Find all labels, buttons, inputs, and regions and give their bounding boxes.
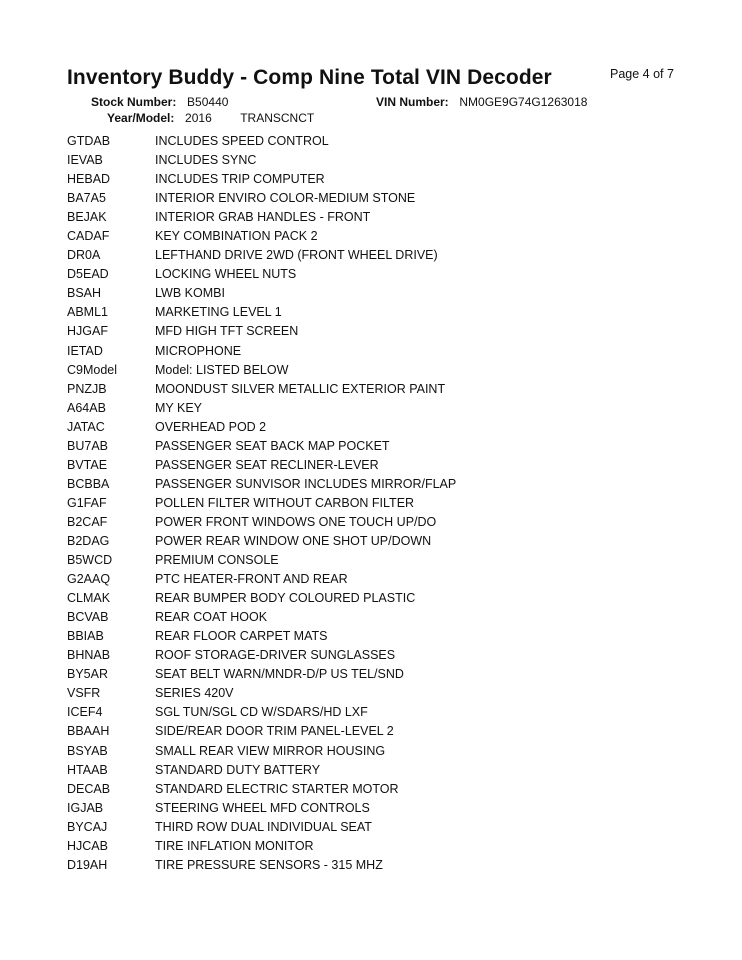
year-model-field (107, 111, 314, 125)
list-item (67, 800, 707, 819)
list-item (67, 190, 707, 209)
option-description: TIRE PRESSURE SENSORS - 315 MHZ (155, 857, 383, 872)
list-item (67, 228, 707, 247)
option-code: D19AH (67, 857, 108, 872)
option-code: BBAAH (67, 724, 110, 739)
option-code: DR0A (67, 248, 101, 263)
option-description: THIRD ROW DUAL INDIVIDUAL SEAT (155, 819, 372, 834)
list-item (67, 514, 707, 533)
option-code: G1FAF (67, 495, 107, 510)
list-item (67, 838, 707, 857)
option-description: SGL TUN/SGL CD W/SDARS/HD LXF (155, 705, 368, 720)
option-description: INCLUDES SYNC (155, 153, 257, 168)
option-code: BU7AB (67, 438, 108, 453)
list-item (67, 495, 707, 514)
list-item (67, 476, 707, 495)
option-description: INCLUDES TRIP COMPUTER (155, 172, 325, 187)
list-item (67, 133, 707, 152)
list-item (67, 781, 707, 800)
list-item (67, 266, 707, 285)
option-description: LWB KOMBI (155, 286, 225, 301)
option-code: IETAD (67, 343, 103, 358)
option-description: TIRE INFLATION MONITOR (155, 838, 314, 853)
option-description: REAR COAT HOOK (155, 610, 268, 625)
option-code: HJCAB (67, 838, 108, 853)
option-code: C9Model (67, 362, 118, 377)
option-description: KEY COMBINATION PACK 2 (155, 229, 318, 244)
list-item (67, 819, 707, 838)
option-description: POWER REAR WINDOW ONE SHOT UP/DOWN (155, 533, 432, 548)
option-code: BSYAB (67, 743, 108, 758)
option-code: B2DAG (67, 533, 110, 548)
model-value: TRANSCNCT (240, 111, 315, 125)
option-description: SEAT BELT WARN/MNDR-D/P US TEL/SND (155, 667, 404, 682)
option-code: DECAB (67, 781, 111, 796)
list-item (67, 381, 707, 400)
vin-number-value: NM0GE9G74G1263018 (459, 95, 588, 109)
option-description: SERIES 420V (155, 686, 234, 701)
list-item (67, 590, 707, 609)
option-code: BHNAB (67, 648, 111, 663)
stock-number-label: Stock Number: (91, 95, 177, 109)
list-item (67, 609, 707, 628)
option-description: LEFTHAND DRIVE 2WD (FRONT WHEEL DRIVE) (155, 248, 438, 263)
year-value: 2016 (185, 111, 212, 125)
option-description: PTC HEATER-FRONT AND REAR (155, 572, 348, 587)
option-description: PASSENGER SUNVISOR INCLUDES MIRROR/FLAP (155, 476, 457, 491)
option-code: B2CAF (67, 514, 108, 529)
option-code: ICEF4 (67, 705, 103, 720)
option-description: PREMIUM CONSOLE (155, 553, 279, 568)
stock-number-value: B50440 (187, 95, 229, 109)
option-description: LOCKING WHEEL NUTS (155, 267, 297, 282)
option-description: REAR FLOOR CARPET MATS (155, 629, 328, 644)
option-code: ABML1 (67, 305, 108, 320)
list-item (67, 628, 707, 647)
year-model-label: Year/Model: (107, 111, 175, 125)
list-item (67, 857, 707, 876)
option-code: CADAF (67, 229, 110, 244)
option-description: OVERHEAD POD 2 (155, 419, 267, 434)
list-item (67, 400, 707, 419)
option-code: BCVAB (67, 610, 109, 625)
option-code: B5WCD (67, 553, 113, 568)
option-description: Model: LISTED BELOW (155, 362, 289, 377)
option-code: BBIAB (67, 629, 104, 644)
option-code: BY5AR (67, 667, 108, 682)
list-item (67, 647, 707, 666)
option-description: MICROPHONE (155, 343, 242, 358)
option-code: IGJAB (67, 800, 104, 815)
option-code-list (67, 133, 707, 876)
option-description: STANDARD ELECTRIC STARTER MOTOR (155, 781, 399, 796)
list-item (67, 685, 707, 704)
option-description: STANDARD DUTY BATTERY (155, 762, 321, 777)
list-item (67, 723, 707, 742)
option-description: INTERIOR GRAB HANDLES - FRONT (155, 210, 371, 225)
option-description: POLLEN FILTER WITHOUT CARBON FILTER (155, 495, 415, 510)
option-code: A64AB (67, 400, 106, 415)
option-code: VSFR (67, 686, 101, 701)
list-item (67, 419, 707, 438)
option-description: INCLUDES SPEED CONTROL (155, 134, 329, 148)
option-code: BA7A5 (67, 191, 106, 206)
list-item (67, 743, 707, 762)
list-item (67, 533, 707, 552)
option-description: MOONDUST SILVER METALLIC EXTERIOR PAINT (155, 381, 446, 396)
list-item (67, 762, 707, 781)
option-description: MARKETING LEVEL 1 (155, 305, 282, 320)
option-code: BYCAJ (67, 819, 108, 834)
option-description: PASSENGER SEAT RECLINER-LEVER (155, 457, 379, 472)
stock-number-field (91, 95, 228, 109)
page-number: Page 4 of 7 (610, 67, 674, 81)
option-description: PASSENGER SEAT BACK MAP POCKET (155, 438, 390, 453)
list-item (67, 571, 707, 590)
option-code: HEBAD (67, 172, 111, 187)
list-item (67, 666, 707, 685)
option-code: BEJAK (67, 210, 107, 225)
list-item (67, 704, 707, 723)
option-code: G2AAQ (67, 572, 111, 587)
option-code: GTDAB (67, 134, 111, 148)
list-item (67, 362, 707, 381)
list-item (67, 323, 707, 342)
option-description: STEERING WHEEL MFD CONTROLS (155, 800, 370, 815)
option-code: JATAC (67, 419, 105, 434)
option-code: D5EAD (67, 267, 109, 282)
option-description: MY KEY (155, 400, 203, 415)
option-code: CLMAK (67, 591, 111, 606)
option-code: BSAH (67, 286, 102, 301)
option-code: BVTAE (67, 457, 108, 472)
vin-number-label: VIN Number: (376, 95, 449, 109)
option-code: PNZJB (67, 381, 107, 396)
list-item (67, 171, 707, 190)
list-item (67, 438, 707, 457)
list-item (67, 285, 707, 304)
list-item (67, 209, 707, 228)
vin-number-field (376, 95, 587, 109)
list-item (67, 304, 707, 323)
option-description: ROOF STORAGE-DRIVER SUNGLASSES (155, 648, 396, 663)
option-code: IEVAB (67, 153, 103, 168)
option-description: SMALL REAR VIEW MIRROR HOUSING (155, 743, 386, 758)
list-item (67, 552, 707, 571)
option-code: BCBBA (67, 476, 110, 491)
document-title: Inventory Buddy - Comp Nine Total VIN Decoder (67, 66, 552, 89)
list-item (67, 457, 707, 476)
option-description: INTERIOR ENVIRO COLOR-MEDIUM STONE (155, 191, 416, 206)
option-description: POWER FRONT WINDOWS ONE TOUCH UP/DO (155, 514, 437, 529)
option-code: HJGAF (67, 324, 108, 339)
option-description: SIDE/REAR DOOR TRIM PANEL-LEVEL 2 (155, 724, 394, 739)
option-code: HTAAB (67, 762, 108, 777)
list-item (67, 247, 707, 266)
option-description: MFD HIGH TFT SCREEN (155, 324, 299, 339)
option-description: REAR BUMPER BODY COLOURED PLASTIC (155, 591, 416, 606)
list-item (67, 343, 707, 362)
list-item (67, 152, 707, 171)
